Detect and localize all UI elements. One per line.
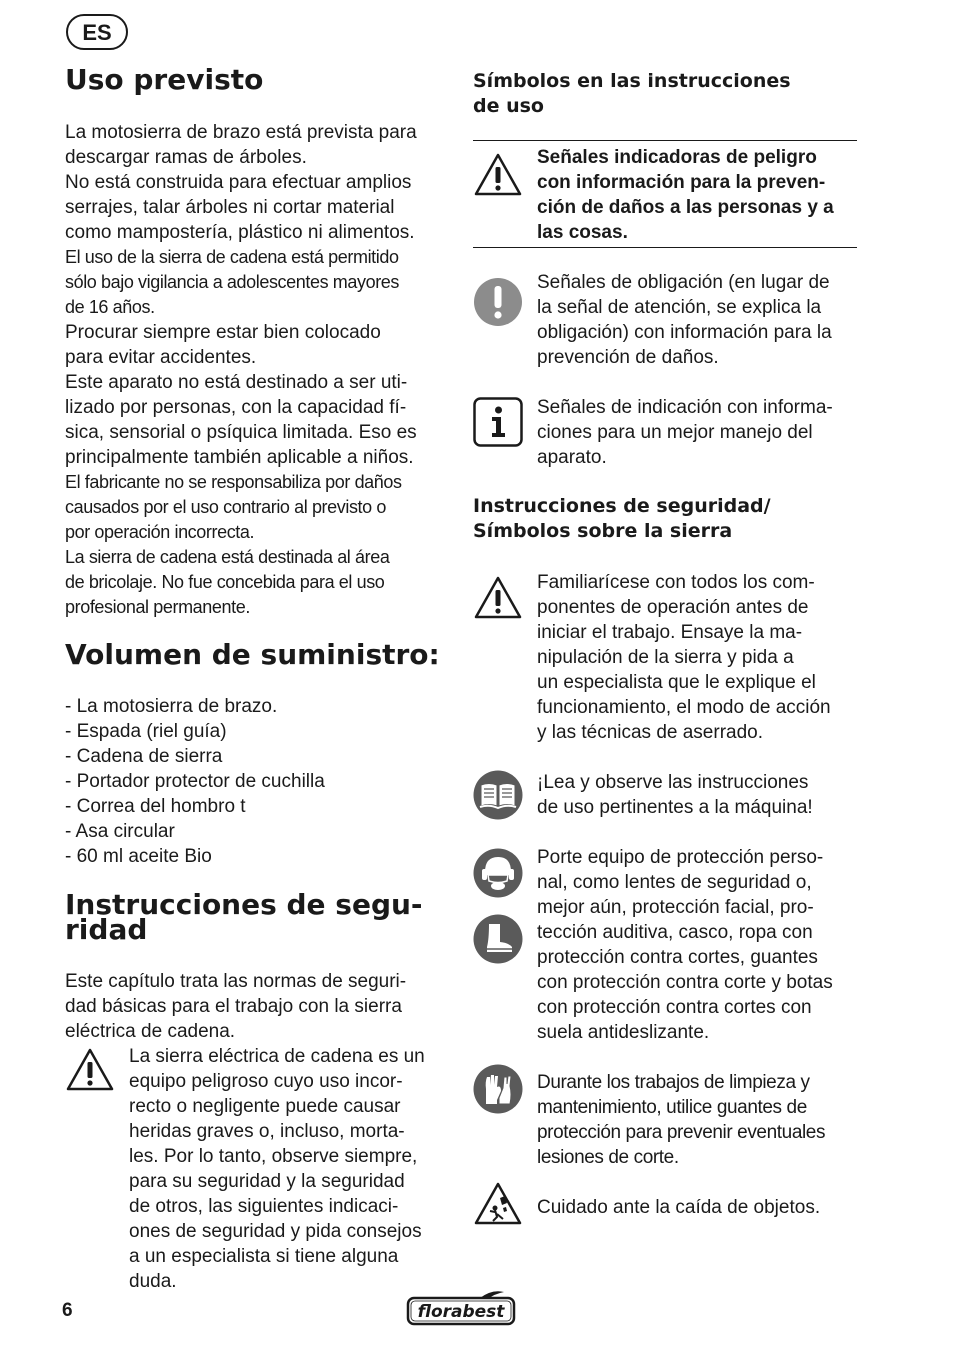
text-line: funcionamiento, el modo de acción <box>537 697 831 718</box>
text-line: duda. <box>129 1271 177 1292</box>
text-line: mejor aún, protección facial, pro- <box>537 897 814 918</box>
text-line: eléctrica de cadena. <box>65 1021 236 1042</box>
text-line: lesiones de corte. <box>537 1147 679 1168</box>
text-line: El uso de la sierra de cadena está permitido <box>65 247 399 267</box>
text-line: protección contra cortes, guantes <box>537 947 818 968</box>
language-badge: ES <box>66 14 128 50</box>
paragraph <box>65 370 455 470</box>
paragraph <box>65 545 455 620</box>
warning-triangle-icon <box>65 1047 115 1093</box>
text-line: lizado por personas, con la capacidad fí- <box>65 397 407 418</box>
text-line: obligación) con información para la <box>537 322 832 343</box>
danger-signs-text <box>537 145 867 245</box>
supply-item: - Espada (riel guía) <box>65 721 227 742</box>
read-instructions-text <box>537 770 867 820</box>
text-line: de bricolaje. No fue concebida para el uso <box>65 572 385 592</box>
symbols-title-line: de uso <box>473 95 544 117</box>
text-line: La sierra de cadena está destinada al área <box>65 547 390 567</box>
text-line: un especialista que le explique el <box>537 672 816 693</box>
supply-item: - 60 ml aceite Bio <box>65 846 212 867</box>
text-line: La motosierra de brazo está prevista para <box>65 122 417 143</box>
text-line: les. Por lo tanto, observe siempre, <box>129 1146 418 1167</box>
text-line: de uso pertinentes a la máquina! <box>537 797 813 818</box>
text-line: para evitar accidentes. <box>65 347 257 368</box>
text-line: sólo bajo vigilancia a adolescentes mayores <box>65 272 400 292</box>
text-line: Durante los trabajos de limpieza y <box>537 1072 810 1093</box>
supply-item: - Asa circular <box>65 821 175 842</box>
text-line: Este aparato no está destinado a ser uti- <box>65 372 408 393</box>
supply-list <box>65 694 325 869</box>
paragraph <box>65 470 455 545</box>
text-line: con protección contra cortes con <box>537 997 812 1018</box>
intended-use-title: Uso previsto <box>65 63 264 96</box>
paragraph <box>65 320 455 370</box>
safety-title-line: Instrucciones de segu- <box>65 888 423 921</box>
text-line: protección para prevenir eventuales <box>537 1122 826 1143</box>
text-line: El fabricante no se responsabiliza por daños <box>65 472 402 492</box>
paragraph <box>65 120 455 170</box>
paragraph <box>65 245 455 320</box>
symbols-title-line: Símbolos en las instrucciones <box>473 70 791 92</box>
text-line: heridas graves o, incluso, morta- <box>129 1121 405 1142</box>
text-line: nipulación de la sierra y pida a <box>537 647 794 668</box>
text-line: y las técnicas de aserrado. <box>537 722 764 743</box>
divider <box>473 140 857 141</box>
page-number: 6 <box>62 1300 73 1321</box>
exclamation-circle-icon <box>473 277 523 327</box>
text-line: Procurar siempre estar bien colocado <box>65 322 381 343</box>
text-line: como mampostería, plástico ni alimentos. <box>65 222 415 243</box>
text-line: Cuidado ante la caída de objetos. <box>537 1197 821 1218</box>
supply-title: Volumen de suministro: <box>65 638 440 671</box>
intended-use-body <box>65 120 455 620</box>
text-line: ones de seguridad y pida consejos <box>129 1221 422 1242</box>
warning-triangle-icon <box>473 152 523 198</box>
info-signs-text <box>537 395 867 470</box>
safety-title <box>65 888 465 946</box>
symbols-title <box>473 69 873 119</box>
text-line: a un especialista si tiene alguna <box>129 1246 399 1267</box>
text-line: No está construida para efectuar amplios <box>65 172 412 193</box>
text-line: las cosas. <box>537 222 628 243</box>
falling-objects-text <box>537 1195 867 1220</box>
text-line: La sierra eléctrica de cadena es un <box>129 1046 425 1067</box>
text-line: Este capítulo trata las normas de seguri- <box>65 971 407 992</box>
safety-boot-icon <box>473 914 523 964</box>
text-line: recto o negligente puede causar <box>129 1096 401 1117</box>
gloves-icon <box>473 1064 523 1114</box>
info-square-icon <box>473 397 523 447</box>
text-line: ción de daños a las personas y a <box>537 197 834 218</box>
text-line: la señal de atención, se explica la <box>537 297 822 318</box>
saw-symbols-title <box>473 494 873 544</box>
text-line: mantenimiento, utilice guantes de <box>537 1097 807 1118</box>
text-line: dad básicas para el trabajo con la sierra <box>65 996 402 1017</box>
logo-wordmark: florabest <box>417 1302 505 1322</box>
open-book-icon <box>473 770 523 820</box>
text-line: tección auditiva, casco, ropa con <box>537 922 813 943</box>
obligation-signs-text <box>537 270 867 370</box>
text-line: causados por el uso contrario al previsto o <box>65 497 386 517</box>
paragraph <box>65 170 455 245</box>
text-line: Familiarícese con todos los com- <box>537 572 815 593</box>
text-line: con información para la preven- <box>537 172 826 193</box>
text-line: aparato. <box>537 447 607 468</box>
text-line: Señales indicadoras de peligro <box>537 147 817 168</box>
familiarize-text <box>537 570 867 745</box>
text-line: principalmente también aplicable a niños. <box>65 447 414 468</box>
protection-equipment-text <box>537 845 867 1045</box>
text-line: de otros, las siguientes indicaci- <box>129 1196 399 1217</box>
safety-warning-text <box>129 1044 459 1294</box>
text-line: profesional permanente. <box>65 597 250 617</box>
saw-symbols-title-line: Símbolos sobre la sierra <box>473 520 733 542</box>
text-line: iniciar el trabajo. Ensaye la ma- <box>537 622 803 643</box>
safety-title-line: ridad <box>65 913 148 946</box>
text-line: por operación incorrecta. <box>65 522 255 542</box>
text-line: equipo peligroso cuyo uso incor- <box>129 1071 403 1092</box>
text-line: Porte equipo de protección perso- <box>537 847 824 868</box>
safety-intro <box>65 969 455 1044</box>
text-line: prevención de daños. <box>537 347 719 368</box>
text-line: de 16 años. <box>65 297 155 317</box>
head-protection-icon <box>473 848 523 898</box>
divider <box>473 247 857 248</box>
text-line: sica, sensorial o psíquica limitada. Eso es <box>65 422 417 443</box>
florabest-logo <box>406 1288 516 1328</box>
supply-item: - Correa del hombro t <box>65 796 246 817</box>
supply-item: - Cadena de sierra <box>65 746 223 767</box>
text-line: nal, como lentes de seguridad o, <box>537 872 812 893</box>
text-line: serrajes, talar árboles ni cortar material <box>65 197 395 218</box>
text-line: ¡Lea y observe las instrucciones <box>537 772 809 793</box>
text-line: ponentes de operación antes de <box>537 597 809 618</box>
saw-symbols-title-line: Instrucciones de seguridad/ <box>473 495 771 517</box>
supply-item: - Portador protector de cuchilla <box>65 771 325 792</box>
falling-objects-icon <box>473 1181 523 1227</box>
text-line: para su seguridad y la seguridad <box>129 1171 405 1192</box>
text-line: suela antideslizante. <box>537 1022 710 1043</box>
text-line: ciones para un mejor manejo del <box>537 422 813 443</box>
warning-triangle-icon <box>473 575 523 621</box>
supply-item: - La motosierra de brazo. <box>65 696 278 717</box>
text-line: Señales de indicación con informa- <box>537 397 833 418</box>
gloves-text <box>537 1070 867 1170</box>
text-line: descargar ramas de árboles. <box>65 147 307 168</box>
text-line: con protección contra corte y botas <box>537 972 833 993</box>
text-line: Señales de obligación (en lugar de <box>537 272 830 293</box>
